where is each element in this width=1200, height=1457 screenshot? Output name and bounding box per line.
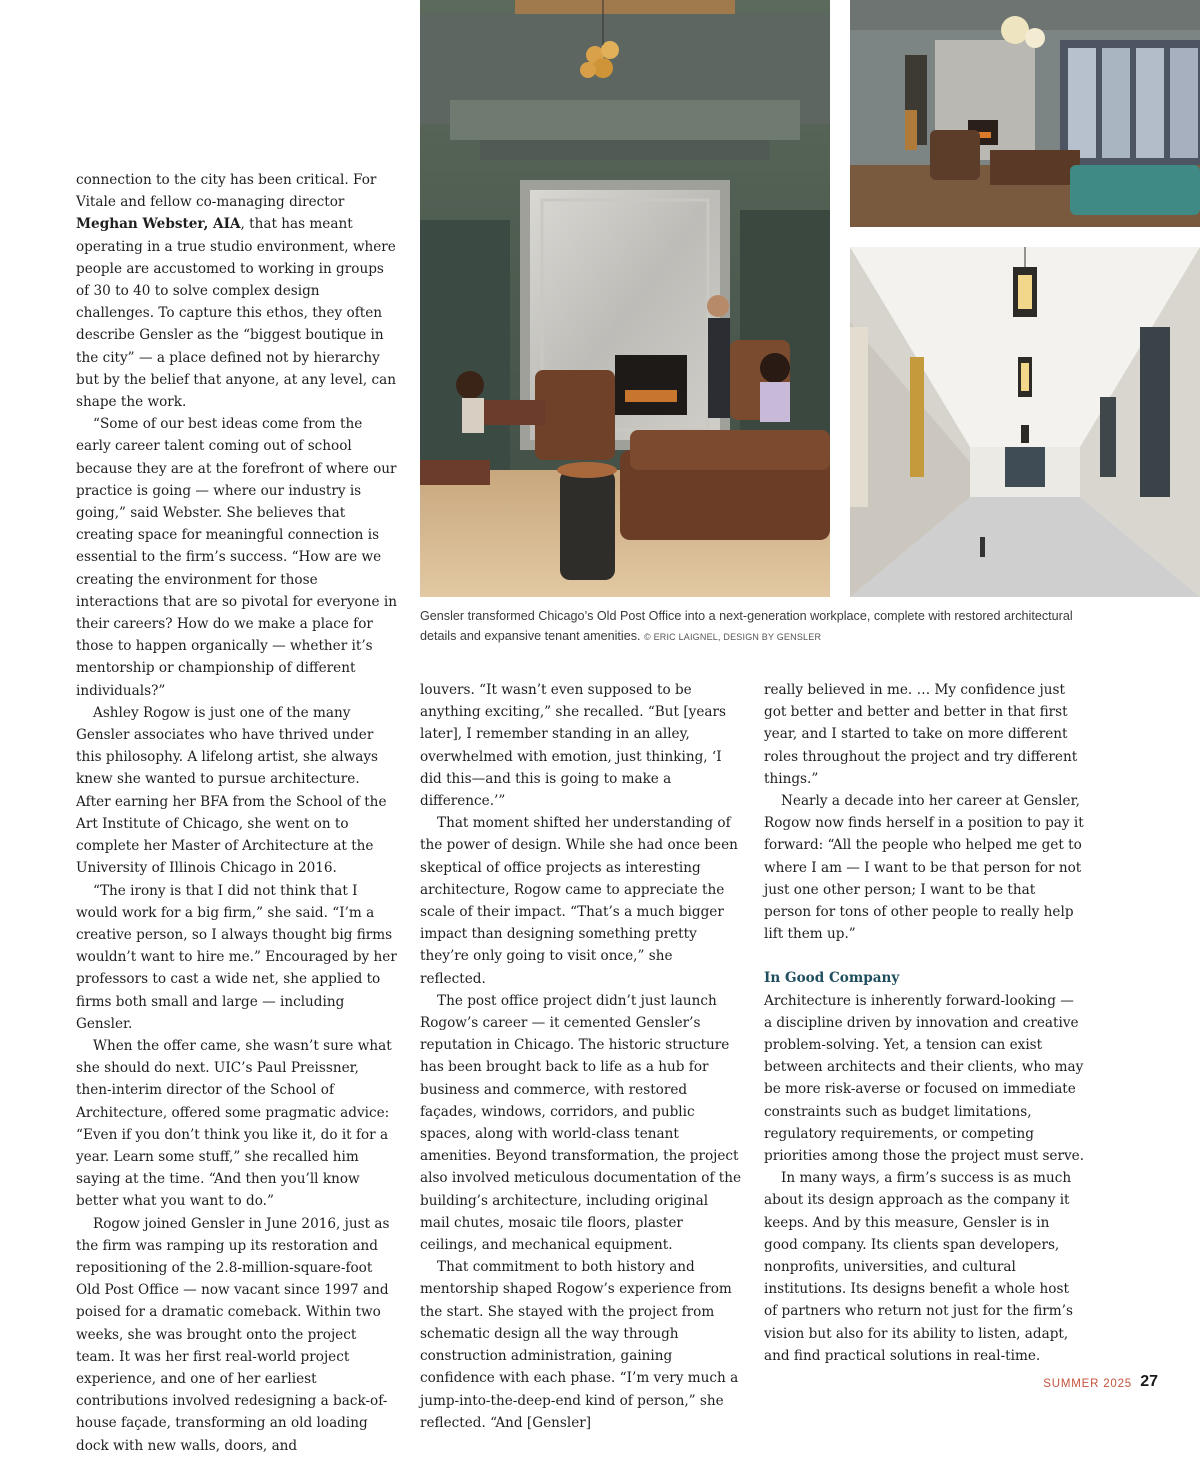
- paragraph: louvers. “It wasn’t even supposed to be anything exciting,” she recalled. “But [years later], I remember standing in an alley, overwhelmed with emotion, just thinking, ‘I did this—and this is going to make a difference.’”: [420, 682, 726, 810]
- photo-credit: © ERIC LAIGNEL, DESIGN BY GENSLER: [644, 632, 822, 642]
- article-column-1: [76, 169, 398, 1457]
- tenant-lounge-photo: [850, 0, 1200, 227]
- paragraph: “Some of our best ideas come from the early career talent coming out of school because they are at the forefront of where our practice is going — where our industry is going,” said Webster. She believes that creating space for meaningful connection is essential to the firm’s success. “How are we creating the environment for those interactions that are so pivotal for everyone in their careers? How do we make a place for those to happen organically — whether it’s mentorship or championship of different individuals?”: [76, 416, 397, 699]
- article-column-3: [764, 679, 1086, 1367]
- paragraph: When the offer came, she wasn’t sure what she should do next. UIC’s Paul Preissner, then-interim director of the School of Architecture, offered some pragmatic advice: “Even if you don’t think you like it, do it for a year. Learn some stuff,” she recalled him saying at the time. “And then you’ll know better what you want to do.”: [76, 1037, 392, 1210]
- article-column-2: [420, 679, 742, 1434]
- section-subhead: In Good Company: [764, 970, 900, 987]
- issue-label: SUMMER 2025: [1043, 1378, 1132, 1390]
- person-name-bold: Meghan Webster, AIA: [76, 216, 241, 233]
- page-number: 27: [1140, 1373, 1158, 1390]
- lounge-fireplace-photo: [420, 0, 830, 597]
- paragraph-text: , that has meant operating in a true studio environment, where people are accustomed to working in groups of 30 to 40 to solve complex design challenges. To capture this ethos, they often describe Gensler as the “biggest boutique in the city” — a place defined not by hierarchy but by the belief that anyone, at any level, can shape the work.: [76, 216, 396, 411]
- paragraph: In many ways, a firm’s success is as much about its design approach as the company it keeps. And by this measure, Gensler is in good company. Its clients span developers, nonprofits, universities, and cultural institutions. Its designs benefit a whole host of partners who return not just for the firm’s vision but also for its ability to listen, adapt, and find practical solutions in real-time.: [764, 1170, 1073, 1364]
- paragraph: really believed in me. … My confidence just got better and better and better in that first year, and I started to take on more different roles throughout the project and try different things.”: [764, 682, 1078, 787]
- paragraph: Ashley Rogow is just one of the many Gensler associates who have thrived under this philosophy. A lifelong artist, she always knew she wanted to pursue architecture. After earning her BFA from the School of the Art Institute of Chicago, she went on to complete her Master of Architecture at the University of Illinois Chicago in 2016.: [76, 704, 387, 877]
- paragraph: That moment shifted her understanding of the power of design. While she had once been skeptical of office projects as interesting architecture, Rogow came to appreciate the scale of their impact. “That’s a much bigger impact than designing something pretty they’re only going to visit once,” she reflected.: [420, 815, 738, 987]
- caption-text: Gensler transformed Chicago’s Old Post Office into a next-generation workplace, complete with restored architectural details and expansive tenant amenities.: [420, 609, 1073, 643]
- paragraph: “The irony is that I did not think that I would work for a big firm,” she said. “I’m a creative person, so I always thought big firms wouldn’t want to hire me.” Encouraged by her professors to cast a wide net, she applied to firms both small and large — including Gensler.: [76, 882, 397, 1032]
- paragraph: The post office project didn’t just launch Rogow’s career — it cemented Gensler’s reputation in Chicago. The historic structure has been brought back to life as a hub for business and commerce, with restored façades, windows, corridors, and public spaces, along with world-class tenant amenities. Beyond transformation, the project also involved meticulous documentation of the building’s architecture, including original mail chutes, mosaic tile floors, plaster ceilings, and mechanical equipment.: [420, 992, 742, 1254]
- paragraph: Nearly a decade into her career at Gensler, Rogow now finds herself in a position to pay it forward: “All the people who helped me get to where I am — I want to be that person for not just one other person; I want to be that person for tons of other people to really help lift them up.”: [764, 793, 1084, 943]
- paragraph: That commitment to both history and mentorship shaped Rogow’s experience from the start. She stayed with the project from schematic design all the way through construction administration, gaining confidence with each phase. “I’m very much a jump-into-the-deep-end kind of person,” she reflected. “And [Gensler]: [420, 1259, 739, 1431]
- restored-corridor-photo: [850, 247, 1200, 597]
- photo-caption: [420, 606, 1080, 647]
- paragraph: Architecture is inherently forward-looking — a discipline driven by innovation and creative problem-solving. Yet, a tension can exist between architects and their clients, who may be more risk-averse or focused on immediate constraints such as budget limitations, regulatory requirements, or competing priorities among those the project must serve.: [764, 992, 1085, 1165]
- paragraph: [76, 169, 398, 413]
- paragraph: Rogow joined Gensler in June 2016, just as the firm was ramping up its restoration and repositioning of the 2.8-million-square-foot Old Post Office — now vacant since 1997 and poised for a dramatic comeback. Within two weeks, she was brought onto the project team. It was her first real-world project experience, and one of her earliest contributions involved redesigning a back-of-house façade, transforming an old loading dock with new walls, doors, and: [76, 1215, 390, 1454]
- paragraph-text: connection to the city has been critical. For Vitale and fellow co-managing director: [76, 172, 377, 211]
